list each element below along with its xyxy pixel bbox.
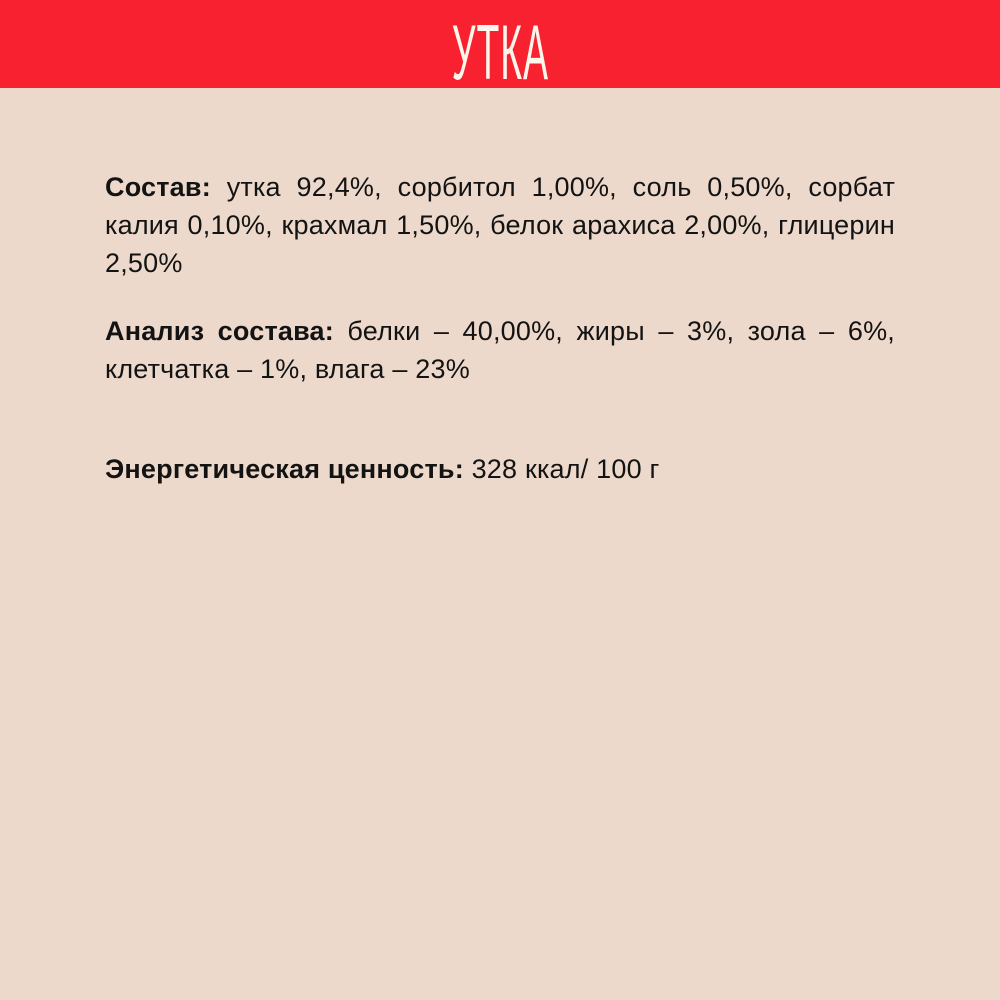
analysis-text: белки – 40,00%, жиры – 3%, зола – 6%, клетчатка – 1%, влага – 23% xyxy=(105,316,895,384)
composition-text: утка 92,4%, сорбитол 1,00%, соль 0,50%, сорбат калия 0,10%, крахмал 1,50%, белок арахиса 2,00%, глицерин 2,50% xyxy=(105,172,896,278)
composition-label: Состав: xyxy=(105,172,211,202)
energy-text: 328 ккал/ 100 г xyxy=(471,454,660,484)
label-content xyxy=(0,88,1000,488)
analysis-paragraph xyxy=(105,312,895,388)
energy-paragraph xyxy=(105,450,895,488)
energy-label: Энергетическая ценность: xyxy=(105,454,464,484)
page-title: УТКА xyxy=(451,8,549,96)
composition-paragraph xyxy=(105,168,895,282)
header-banner xyxy=(0,0,1000,96)
analysis-label: Анализ состава: xyxy=(105,316,334,346)
